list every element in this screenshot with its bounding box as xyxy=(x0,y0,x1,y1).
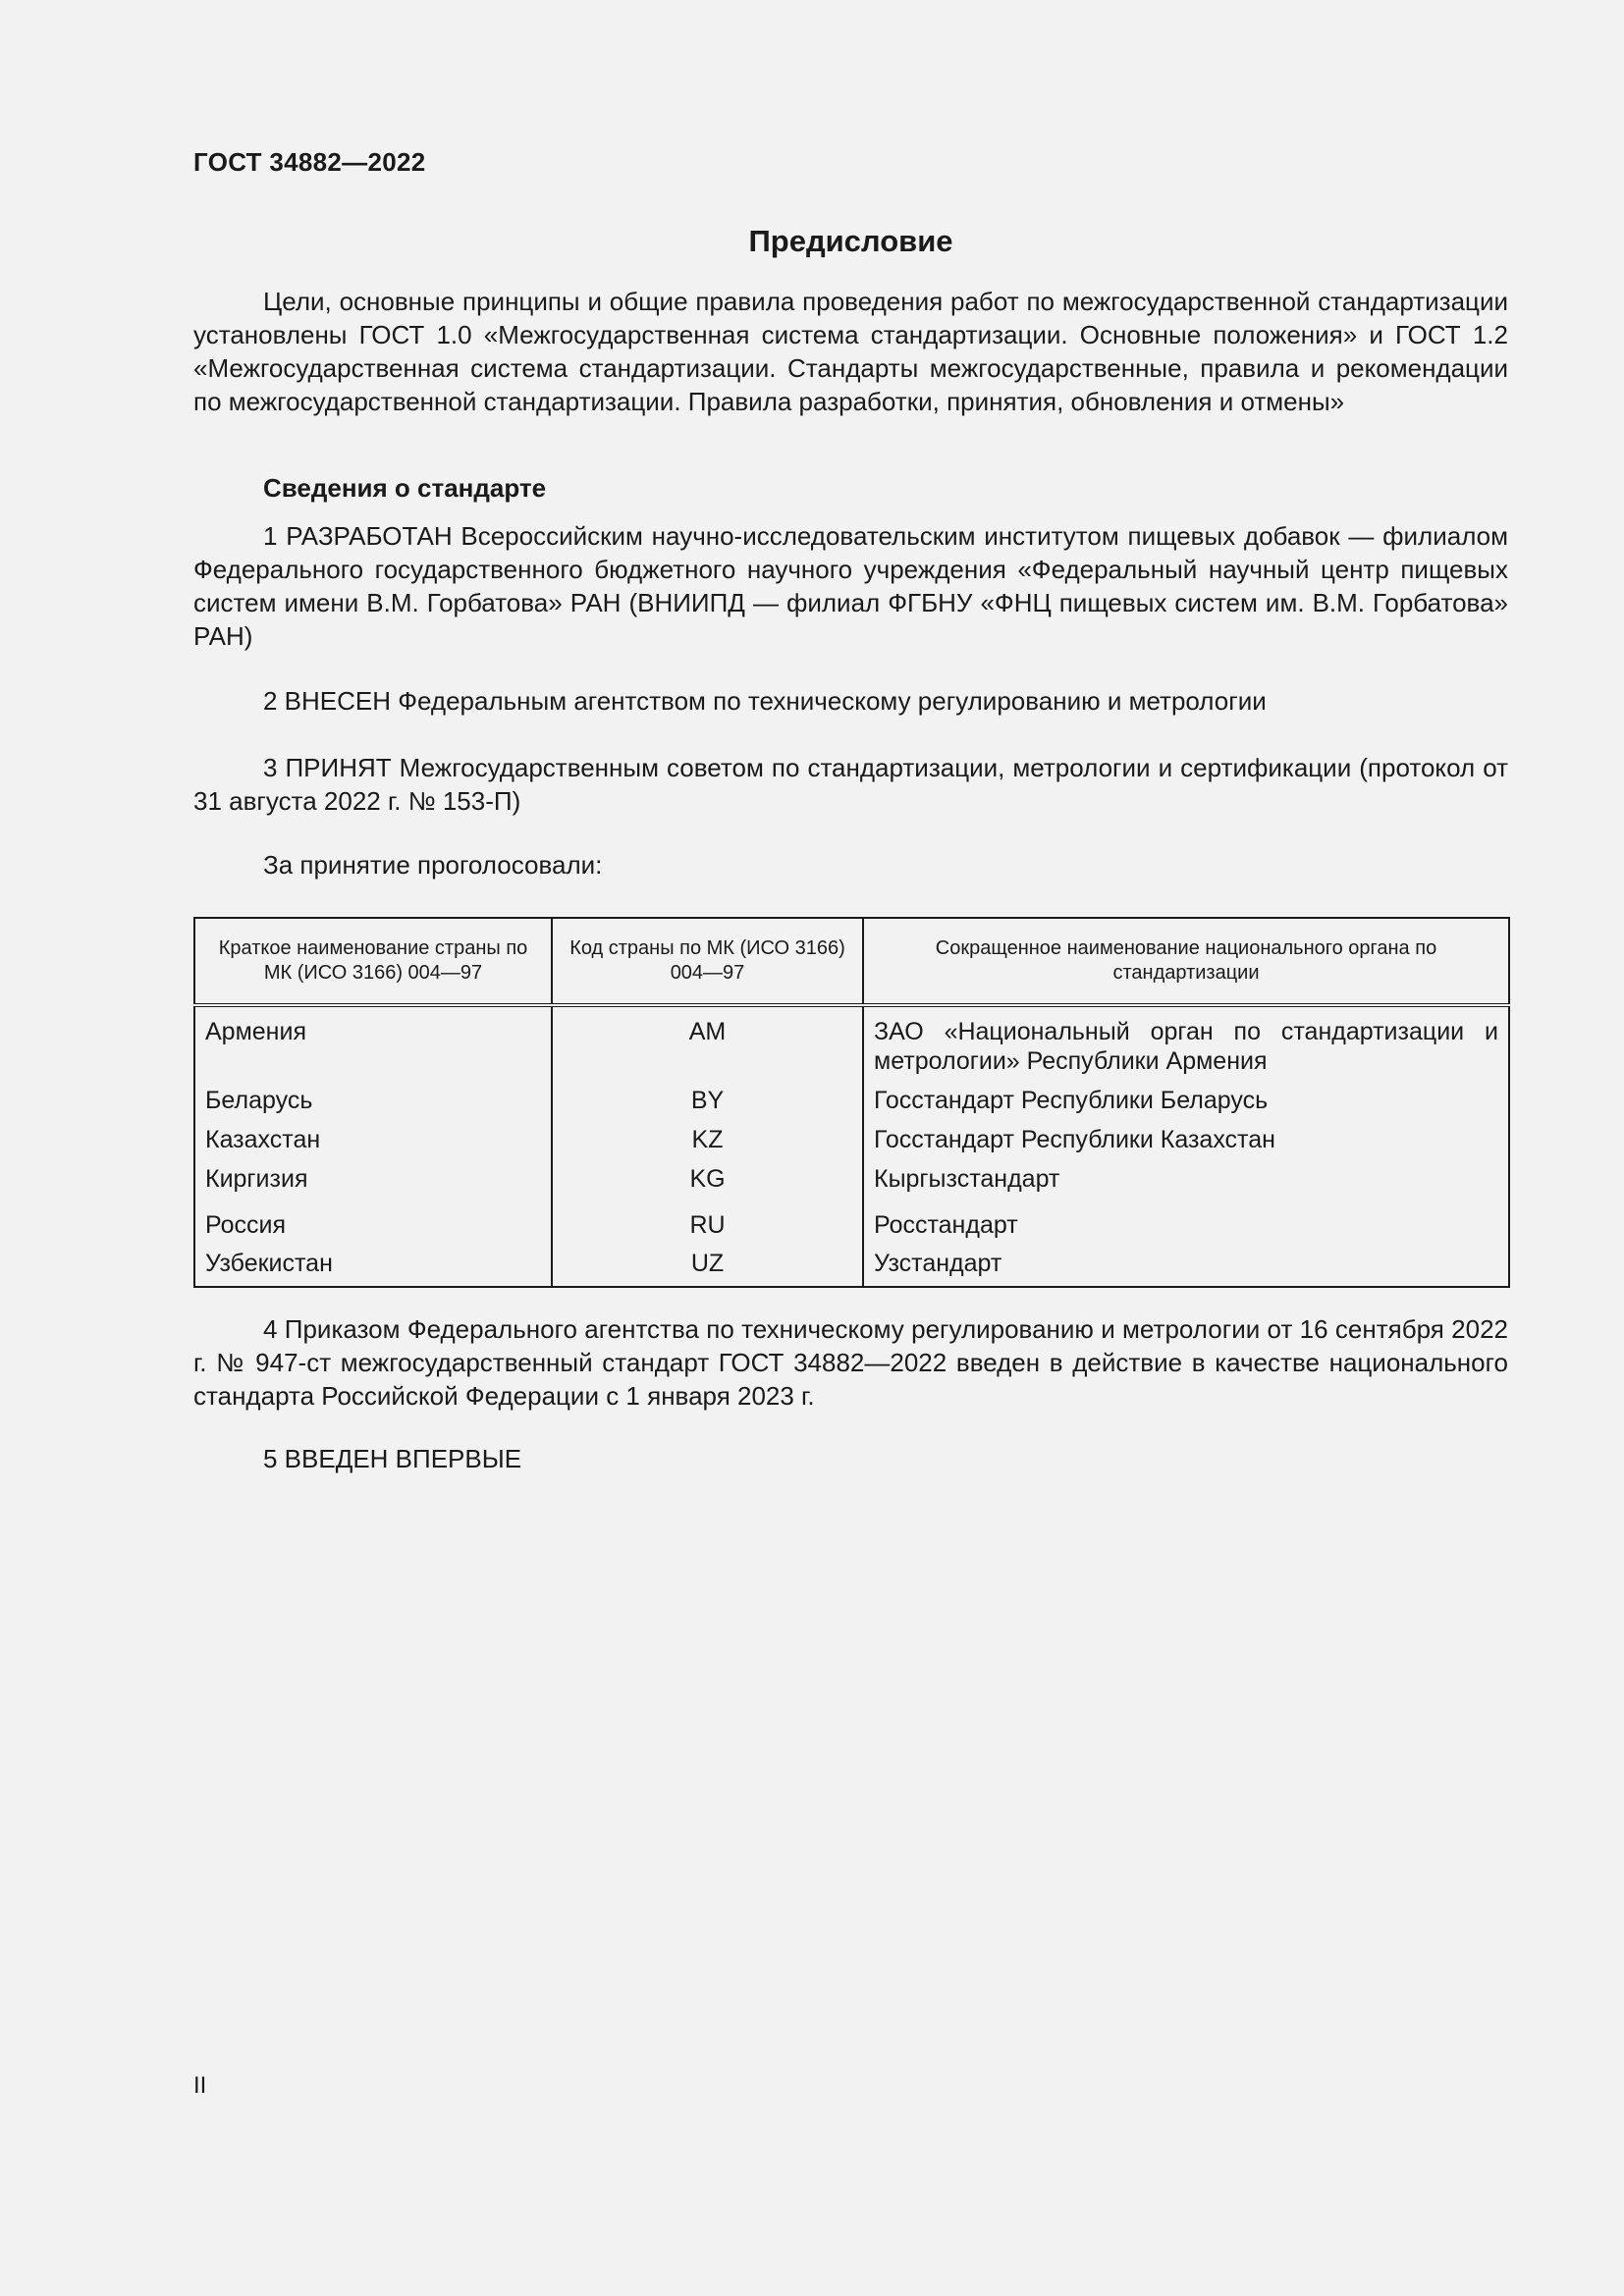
table-row xyxy=(194,1164,1509,1210)
item-first-introduced: 5 ВВЕДЕН ВПЕРВЫЕ xyxy=(263,1444,522,1473)
item-adopted: 3 ПРИНЯТ Межгосударственным советом по стандартизации, метрологии и сертификации (протокол от 31 августа 2022 г. № 153-П) xyxy=(193,753,1508,816)
table-header-row xyxy=(194,918,1509,1005)
country-cell: Узбекистан xyxy=(194,1249,552,1287)
voted-intro: За принятие проголосовали: xyxy=(263,850,603,880)
section-subheading: Сведения о стандарте xyxy=(263,473,547,503)
country-cell: Россия xyxy=(194,1210,552,1249)
table-row xyxy=(194,1005,1509,1086)
country-cell: Казахстан xyxy=(194,1125,552,1164)
item-introduced: 2 ВНЕСЕН Федеральным агентством по техническому регулированию и метрологии xyxy=(263,686,1267,716)
table-row xyxy=(194,1086,1509,1125)
organization-cell: ЗАО «Национальный орган по стандартизации и метрологии» Республики Армения xyxy=(863,1005,1509,1086)
code-cell: RU xyxy=(552,1210,863,1249)
organization-cell: Узстандарт xyxy=(863,1249,1509,1287)
code-cell: UZ xyxy=(552,1249,863,1287)
table-row xyxy=(194,1210,1509,1249)
code-cell: AM xyxy=(552,1005,863,1086)
page-number: II xyxy=(193,2072,207,2099)
table-row xyxy=(194,1249,1509,1287)
table-row xyxy=(194,1125,1509,1164)
item-developed: 1 РАЗРАБОТАН Всероссийским научно-исследовательским институтом пищевых добавок — филиалом Федерального государственного бюджетного научного учреждения «Федеральный научный центр пищевых систем имени В.М. Горбатова» РАН (ВНИИПД — филиал ФГБНУ «ФНЦ пищевых систем им. В.М. Горбатова» РАН) xyxy=(193,521,1508,651)
organization-cell: Кыргызстандарт xyxy=(863,1164,1509,1210)
item-order: 4 Приказом Федерального агентства по техническому регулированию и метрологии от 16 сентября 2022 г. № 947-ст межгосударственный стандарт ГОСТ 34882—2022 введен в действие в качестве национального стандарта Российской Федерации с 1 января 2023 г. xyxy=(193,1314,1508,1411)
header-organization: Сокращенное наименование национального органа по стандартизации xyxy=(863,918,1509,1005)
document-code: ГОСТ 34882—2022 xyxy=(193,147,426,177)
page-title: Предисловие xyxy=(748,224,953,258)
header-country: Краткое наименование страны по МК (ИСО 3166) 004—97 xyxy=(194,918,552,1005)
code-cell: KG xyxy=(552,1164,863,1210)
country-cell: Беларусь xyxy=(194,1086,552,1125)
organization-cell: Госстандарт Республики Казахстан xyxy=(863,1125,1509,1164)
header-code: Код страны по МК (ИСО 3166) 004—97 xyxy=(552,918,863,1005)
country-cell: Киргизия xyxy=(194,1164,552,1210)
code-cell: BY xyxy=(552,1086,863,1125)
voting-table xyxy=(193,917,1510,1288)
country-cell: Армения xyxy=(194,1005,552,1086)
code-cell: KZ xyxy=(552,1125,863,1164)
organization-cell: Госстандарт Республики Беларусь xyxy=(863,1086,1509,1125)
organization-cell: Росстандарт xyxy=(863,1210,1509,1249)
intro-paragraph: Цели, основные принципы и общие правила проведения работ по межгосударственной стандартизации установлены ГОСТ 1.0 «Межгосударственная система стандартизации. Основные положения» и ГОСТ 1.2 «Межгосударственная система стандартизации. Стандарты межгосударственные, правила и рекомендации по межгосударственной стандартизации. Правила разработки, принятия, обновления и отмены» xyxy=(193,287,1508,416)
